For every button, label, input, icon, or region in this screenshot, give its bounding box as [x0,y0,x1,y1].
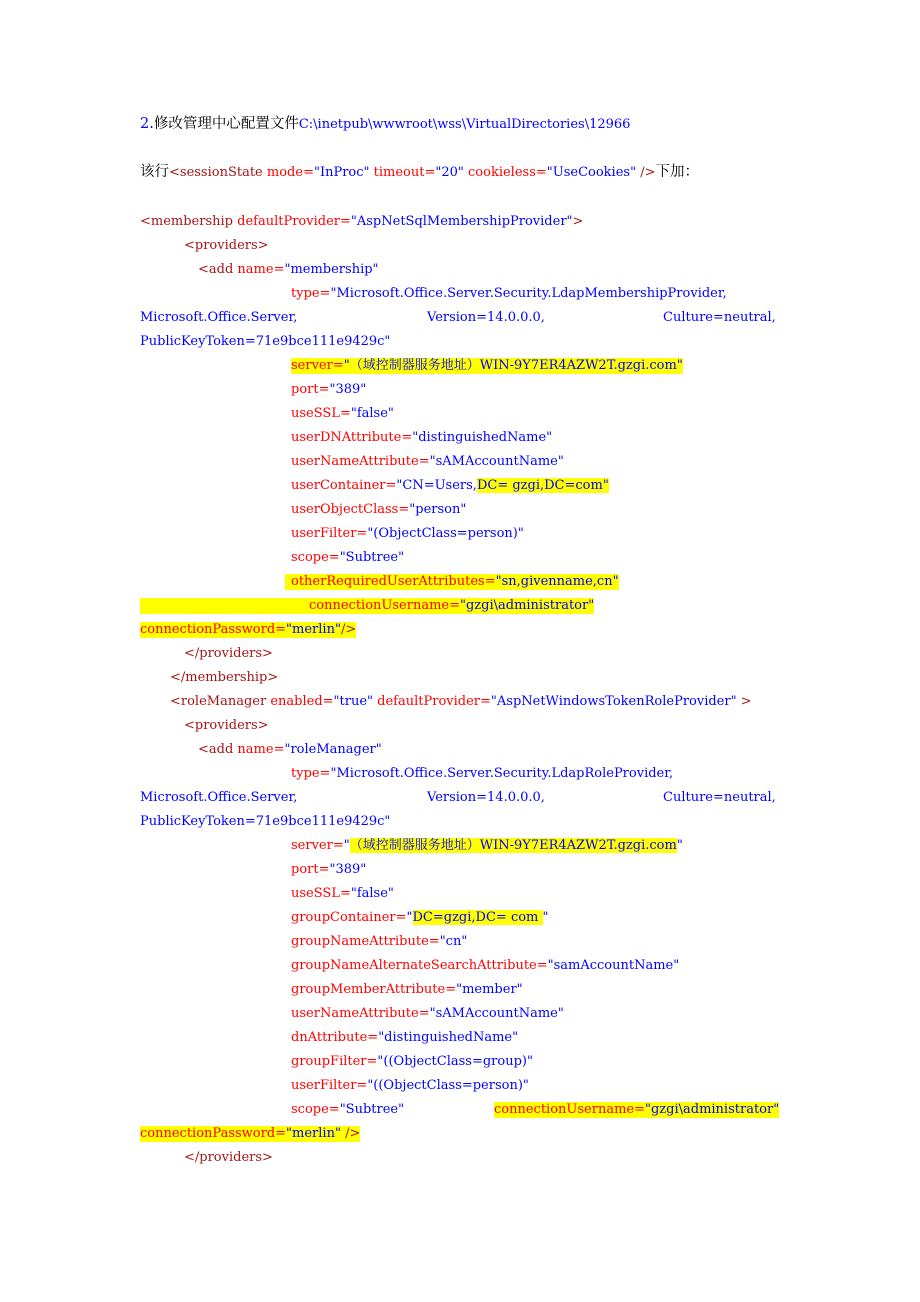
rolemanager-username-line: userNameAttribute="sAMAccountName" [291,1006,564,1021]
instruction-line: 该行<sessionState mode="InProc" timeout="20" cookieless="UseCookies" />下加： [140,164,699,180]
membership-other-attrs-line: otherRequiredUserAttributes="sn,givenname,cn" [285,574,619,590]
membership-scope-line: scope="Subtree" [291,550,405,565]
membership-open-line: <membership defaultProvider="AspNetSqlMembershipProvider"> [140,214,584,229]
heading-path: C:\inetpub\wwwroot\wss\VirtualDirectories\12966 [298,117,631,132]
rolemanager-scope-line: scope="Subtree" [291,1102,405,1117]
membership-conn-user-line: connectionUsername="gzgi\administrator" [140,598,594,614]
membership-usessl-line: useSSL="false" [291,406,394,421]
rolemanager-type-cont: Microsoft.Office.Server, [140,790,298,805]
rolemanager-open-line: <roleManager enabled="true" defaultProvider="AspNetWindowsTokenRoleProvider" > [170,694,752,709]
rolemanager-add-line: <add name="roleManager" [198,742,382,757]
heading-number: 2. [140,116,154,132]
membership-close-line: </membership> [170,670,279,685]
rolemanager-conn-pass-line: connectionPassword="merlin" /> [140,1126,361,1141]
membership-conn-pass-line: connectionPassword="merlin"/> [140,622,357,637]
membership-userfilter-line: userFilter="(ObjectClass=person)" [291,526,524,541]
membership-add-line: <add name="membership" [198,262,379,277]
rolemanager-usessl-line: useSSL="false" [291,886,394,901]
section-heading [140,116,630,133]
membership-objclass-line: userObjectClass="person" [291,502,467,517]
membership-port-line: port="389" [291,382,367,397]
rolemanager-group-container-line: groupContainer="DC=gzgi,DC= com " [291,910,549,925]
membership-type-cont: Microsoft.Office.Server, [140,310,298,325]
document-page: 2.修改管理中心配置文件C:\inetpub\wwwroot\wss\VirtualDirectories\12966 该行<sessionState mode="InProc" timeout="20" cookieless="UseCookies" />下加： <membership defaultProvider="AspNetSqlMembershipProvider"> <providers> <add name="membership" type="Microsoft.Office.Server.Security.LdapMembershipProvider, Microsoft.Office.Server, Version=14.0.0.0, Culture=neutral, PublicKeyToken=71e9bce111e9429c" server="（域控制器服务地址）WIN-9Y7ER4AZW2T.gzgi.com" port="389" useSSL="false" userDNAttribute="distinguishedName" userNameAttribute="sAMAccountName" userContainer="CN=Users,DC= gzgi,DC=com" userObjectClass="person" userFilter="(ObjectClass=person)" scope="Subtree" otherRequiredUserAttributes="sn,givenname,cn" connectionUsername="gzgi\administrator" connectionPassword="merlin"/> </providers> </membership> <roleManager enabled="true" defaultProvider="AspNetWindowsTokenRoleProvider" > <providers> <add name="roleManager" type="Microsoft.Office.Server.Security.LdapRoleProvider, Microsoft.Office.Server, Version=14.0.0.0, Culture=neutral, PublicKeyToken=71e9bce111e9429c" server="（域控制器服务地址）WIN-9Y7ER4AZW2T.gzgi.com" port="389" useSSL="false" groupContainer="DC=gzgi,DC= com " groupNameAttribute="cn" groupNameAlternateSearchAttribute="samAccountName" groupMemberAttribute="member" userNameAttribute="sAMAccountName" dnAttribute="distinguishedName" groupFilter="((ObjectClass=group)" userFilter="((ObjectClass=person)" scope="Subtree" connectionUsername="gzgi\administrator" connectionPassword="merlin" /> </providers> [140,116,780,1165]
rolemanager-public-key-token: PublicKeyToken=71e9bce111e9429c" [140,814,391,829]
membership-providers-open: <providers> [184,238,269,253]
membership-providers-close: </providers> [184,646,273,661]
rolemanager-type-line: type="Microsoft.Office.Server.Security.LdapRoleProvider, [291,766,674,781]
heading-title: 修改管理中心配置文件 [153,116,299,132]
membership-server-line: server="（域控制器服务地址）WIN-9Y7ER4AZW2T.gzgi.com" [291,358,683,373]
membership-userdn-line: userDNAttribute="distinguishedName" [291,430,553,445]
rolemanager-port-line: port="389" [291,862,367,877]
membership-type-line: type="Microsoft.Office.Server.Security.LdapMembershipProvider, [291,286,727,301]
rolemanager-group-name-line: groupNameAttribute="cn" [291,934,468,949]
rolemanager-group-alt-line: groupNameAlternateSearchAttribute="samAccountName" [291,958,680,973]
rolemanager-conn-user-line: connectionUsername="gzgi\administrator" [494,1102,780,1117]
rolemanager-server-line: server="（域控制器服务地址）WIN-9Y7ER4AZW2T.gzgi.com" [291,838,683,853]
rolemanager-dn-line: dnAttribute="distinguishedName" [291,1030,519,1045]
rolemanager-group-member-line: groupMemberAttribute="member" [291,982,523,997]
rolemanager-group-filter-line: groupFilter="((ObjectClass=group)" [291,1054,533,1069]
membership-public-key-token: PublicKeyToken=71e9bce111e9429c" [140,334,391,349]
rolemanager-providers-open: <providers> [184,718,269,733]
rolemanager-user-filter-line: userFilter="((ObjectClass=person)" [291,1078,529,1093]
membership-container-line: userContainer="CN=Users,DC= gzgi,DC=com" [291,478,609,493]
rolemanager-providers-close: </providers> [184,1150,273,1165]
membership-username-line: userNameAttribute="sAMAccountName" [291,454,564,469]
